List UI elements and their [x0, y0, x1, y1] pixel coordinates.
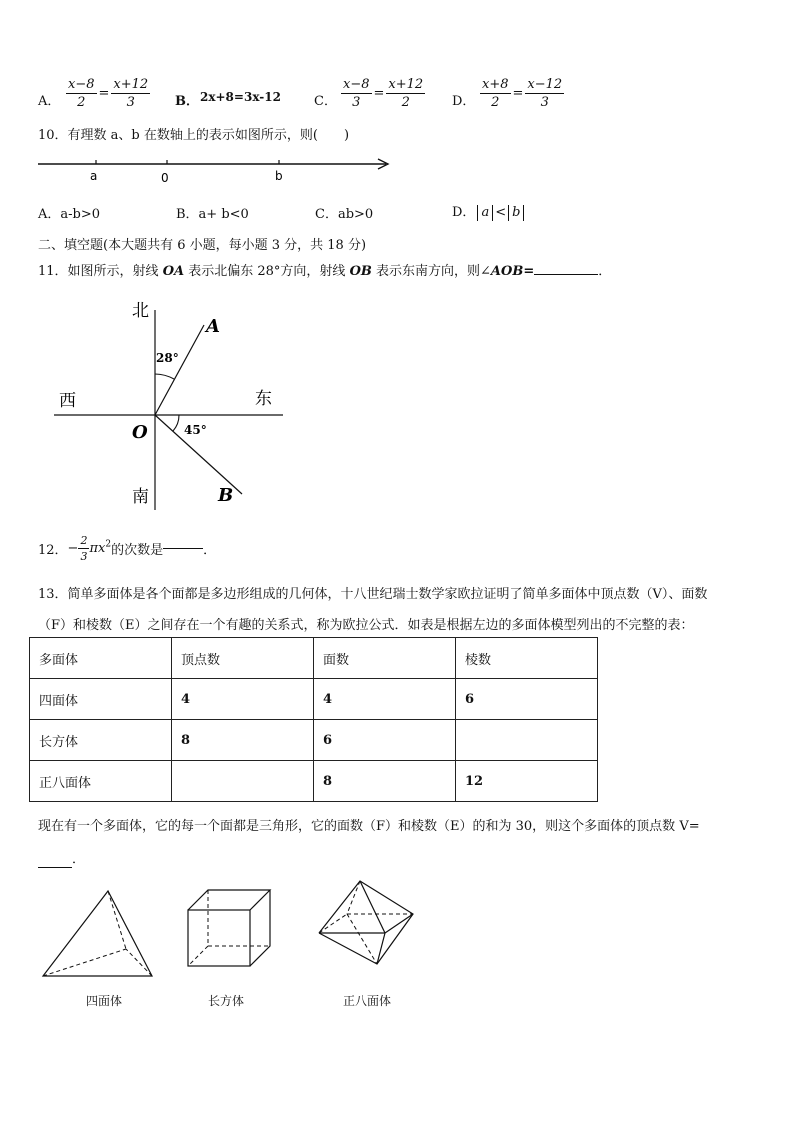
table-cell [456, 720, 598, 761]
table-cell: 正八面体 [30, 761, 172, 802]
ray-oa [155, 325, 204, 415]
table-header-cell: 顶点数 [172, 638, 314, 679]
polyhedron-table [29, 637, 598, 802]
caption-octahedron: 正八面体 [343, 994, 392, 1008]
q11-answer-blank[interactable] [534, 274, 598, 275]
q11-text-3: 表示东南方向，则∠ [371, 264, 491, 279]
q10-option-d-label: D． [452, 205, 476, 220]
table-cell: 4 [314, 679, 456, 720]
numerator: x+12 [388, 77, 424, 92]
fraction [341, 78, 372, 109]
octahedron-hidden-edge [347, 881, 360, 914]
label-west: 西 [59, 391, 76, 411]
table-row [30, 761, 598, 802]
table-cell: 8 [314, 761, 456, 802]
q13-answer-line [38, 848, 85, 868]
octahedron-edge [385, 914, 413, 933]
less-than-sign: < [495, 205, 507, 220]
q11-period: ． [598, 264, 612, 279]
denominator: 3 [352, 95, 361, 110]
q13-answer-blank[interactable] [38, 852, 72, 868]
q10-option-b: B．a+ b<0 [176, 207, 249, 222]
label-b: B [218, 485, 234, 506]
q11-stem [38, 260, 611, 279]
cuboid-side-edges [250, 890, 270, 966]
q11-angle-name: AOB [490, 264, 524, 279]
equals-sign: = [373, 86, 385, 101]
label-a: A [206, 316, 220, 337]
numerator: x−12 [527, 77, 563, 92]
denominator: 3 [80, 550, 88, 563]
tetrahedron-hidden-edge [43, 949, 126, 976]
q10-option-a: A．a-b>0 [38, 207, 101, 222]
q13-question: 现在有一个多面体，它的每一个面都是三角形，它的面数（F）和棱数（E）的和为 30，则这个多面体的顶点数 V= [38, 819, 700, 834]
q13-period: ． [72, 852, 86, 867]
fraction [386, 78, 425, 109]
q11-ray-oa: OA [162, 264, 185, 279]
q12-stem: 的次数是 [111, 543, 164, 558]
label-o: O [132, 422, 148, 443]
denominator: 2 [77, 95, 86, 110]
q9-option-d-equation [480, 78, 564, 109]
q9-option-c-equation [341, 78, 425, 109]
tetrahedron-figure [40, 885, 160, 985]
cuboid-hidden-edge [188, 946, 208, 966]
cuboid-hidden-edges [208, 890, 270, 946]
fraction [66, 78, 97, 109]
table-cell: 12 [456, 761, 598, 802]
q12-number: 12． [38, 543, 68, 558]
numerator: x−8 [68, 77, 95, 92]
angle-label-45: 45° [184, 423, 207, 437]
table-header-cell: 面数 [314, 638, 456, 679]
q9-option-d-label: D． [452, 94, 476, 109]
numerator: 2 [80, 534, 88, 547]
q10-option-c: C．ab>0 [315, 207, 374, 222]
table-row [30, 720, 598, 761]
denominator: 3 [540, 95, 549, 110]
fraction [78, 535, 89, 562]
tetrahedron-hidden-edge [126, 949, 152, 976]
q12-exponent: 2 [105, 539, 112, 550]
table-row [30, 679, 598, 720]
q11-text-1: 11．如图所示，射线 [38, 264, 163, 279]
q12-minus: − [67, 541, 79, 556]
equals-sign: = [98, 86, 110, 101]
label-east: 东 [255, 389, 272, 409]
q12 [38, 535, 216, 562]
q12-period: ． [203, 543, 217, 558]
q11-ray-ob: OB [349, 264, 372, 279]
number-line [36, 152, 396, 186]
table-cell [172, 761, 314, 802]
q12-answer-blank[interactable] [163, 548, 203, 549]
angle-label-28: 28° [156, 351, 179, 365]
caption-tetrahedron: 四面体 [86, 994, 123, 1008]
cuboid-front-face [188, 910, 250, 966]
tetrahedron-outline [43, 891, 152, 976]
q11-text-2: 表示北偏东 28°方向，射线 [184, 264, 350, 279]
table-cell: 四面体 [30, 679, 172, 720]
label-north: 北 [132, 301, 149, 321]
table-cell: 8 [172, 720, 314, 761]
denominator: 2 [401, 95, 410, 110]
q9-option-c-label: C． [314, 94, 337, 109]
section-heading: 二、填空题(本大题共有 6 小题，每小题 3 分，共 18 分) [38, 238, 367, 253]
octahedron-figure [315, 878, 420, 968]
table-cell: 6 [314, 720, 456, 761]
table-header-cell: 多面体 [30, 638, 172, 679]
angle-arc-28 [155, 374, 174, 379]
caption-cuboid: 长方体 [208, 994, 245, 1008]
q9-option-a-label: A． [38, 94, 61, 109]
axis-label-zero: 0 [161, 171, 169, 185]
axis-label-a: a [90, 169, 98, 183]
q9-option-b-label: B． [175, 94, 199, 109]
fraction [525, 78, 564, 109]
q11-equals: = [523, 264, 535, 279]
numerator: x+8 [482, 77, 509, 92]
fraction [111, 78, 150, 109]
q12-term: πx [89, 541, 106, 556]
cuboid-top-edges [188, 890, 270, 910]
q9-option-b-text: 2x+8=3x-12 [200, 90, 281, 104]
cuboid-figure [185, 887, 280, 972]
axis-label-b: b [275, 169, 283, 183]
table-cell: 长方体 [30, 720, 172, 761]
q13-line-1: 13．简单多面体是各个面都是多边形组成的几何体，十八世纪瑞士数学家欧拉证明了简单多面体中顶点数（V）、面数 [38, 587, 708, 602]
abs-value-b: b [508, 205, 524, 221]
angle-arc-45 [173, 415, 179, 431]
abs-value-a: a [477, 205, 493, 221]
numerator: x+12 [113, 77, 149, 92]
denominator: 2 [491, 95, 500, 110]
q10-option-d [452, 201, 526, 221]
table-header-row [30, 638, 598, 679]
q10-stem: 10．有理数 a、b 在数轴上的表示如图所示，则( ) [38, 128, 350, 143]
numerator: x−8 [343, 77, 370, 92]
table-header-cell: 棱数 [456, 638, 598, 679]
q9-option-a-equation [66, 78, 150, 109]
label-south: 南 [132, 487, 149, 507]
octahedron-hidden-edge [319, 914, 347, 933]
equals-sign: = [512, 86, 524, 101]
fraction [480, 78, 511, 109]
table-cell: 4 [172, 679, 314, 720]
q13-line-2: （F）和棱数（E）之间存在一个有趣的关系式，称为欧拉公式．如表是根据左边的多面体模型列出的不完整的表： [38, 618, 694, 633]
table-cell: 6 [456, 679, 598, 720]
compass-figure [50, 296, 300, 516]
denominator: 3 [126, 95, 135, 110]
